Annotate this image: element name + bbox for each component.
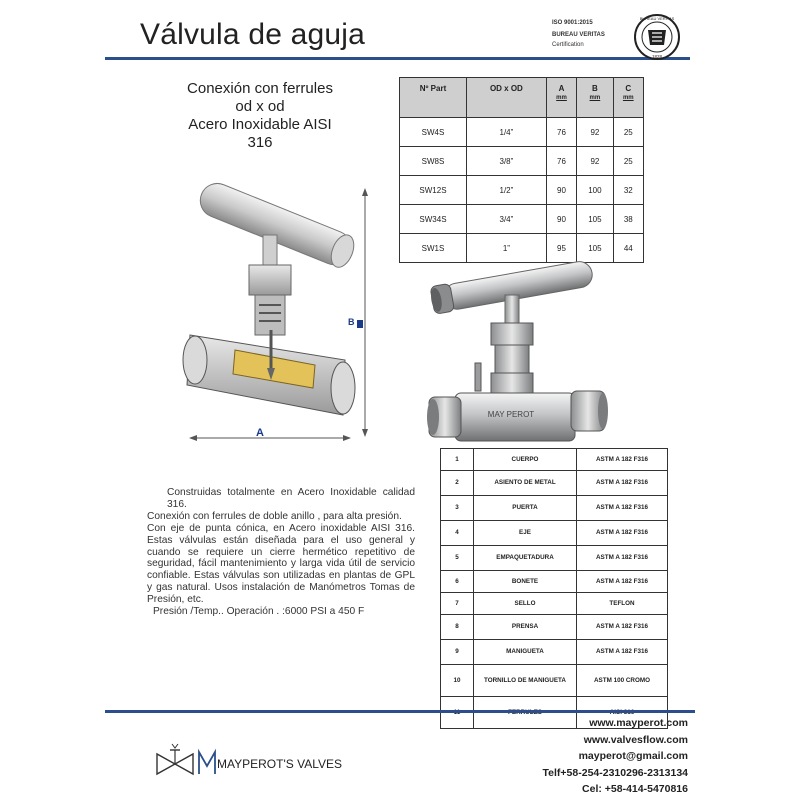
table-row <box>441 593 668 615</box>
cell-a: 90 <box>546 176 576 205</box>
cell-part: SW8S <box>400 147 467 176</box>
company-logo <box>155 740 355 780</box>
cell-c: 32 <box>613 176 643 205</box>
cell-od: 1/2” <box>466 176 546 205</box>
table-row <box>441 665 668 697</box>
product-description <box>147 487 415 618</box>
valve-product-photo <box>425 245 610 450</box>
cell-material: ASTM A 182 F316 <box>577 571 668 593</box>
heading-line-3: Acero Inoxidable AISI <box>188 116 332 133</box>
cell-b: 92 <box>577 147 613 176</box>
photo-brand-label: MAY PEROT <box>487 410 535 419</box>
cell-component: CUERPO <box>474 449 577 471</box>
cert-iso-label: ISO 9001:2015 <box>552 20 593 26</box>
connection-heading <box>150 80 370 152</box>
cell-material: ASTM A 182 F316 <box>577 546 668 571</box>
cell-component: TORNILLO DE MANIGUETA <box>474 665 577 697</box>
cell-item-no: 10 <box>441 665 474 697</box>
bureau-veritas-seal-icon <box>628 12 686 62</box>
cell-item-no: 2 <box>441 471 474 496</box>
cell-item-no: 6 <box>441 571 474 593</box>
cell-part: SW4S <box>400 118 467 147</box>
cell-part: SW1S <box>400 234 467 263</box>
cell-part: SW34S <box>400 205 467 234</box>
col-header-c: C mm <box>613 78 643 118</box>
cell-component: EMPAQUETADURA <box>474 546 577 571</box>
table-row <box>441 471 668 496</box>
website-link-2[interactable]: www.valvesflow.com <box>583 733 688 746</box>
heading-line-4: 316 <box>247 134 273 151</box>
svg-text:1828: 1828 <box>651 54 663 59</box>
cell-material: ASTM A 182 F316 <box>577 449 668 471</box>
cell-od: 3/4” <box>466 205 546 234</box>
table-row <box>441 640 668 665</box>
dimension-b-label: B <box>348 317 355 327</box>
cell-item-no: 1 <box>441 449 474 471</box>
cell-component: BONETE <box>474 571 577 593</box>
cell-item-no: 7 <box>441 593 474 615</box>
cell-c: 44 <box>613 234 643 263</box>
heading-line-1: Conexión con ferrules <box>187 80 333 97</box>
cell-a: 90 <box>546 205 576 234</box>
col-header-a: A mm <box>546 78 576 118</box>
cell-od: 1” <box>466 234 546 263</box>
table-row <box>441 521 668 546</box>
dimension-table-header-row <box>400 78 644 118</box>
logo-text: MAYPEROT'S VALVES <box>217 757 342 771</box>
cert-bureau-label: BUREAU VERITAS <box>552 32 605 38</box>
cell-item-no: 8 <box>441 615 474 640</box>
cell-item-no: 4 <box>441 521 474 546</box>
svg-text:BUREAU VERITAS: BUREAU VERITAS <box>639 16 675 21</box>
cell-a: 76 <box>546 147 576 176</box>
cell-material: ASTM A 182 F316 <box>577 471 668 496</box>
cell-material: ASTM A 182 F316 <box>577 496 668 521</box>
cell-material: TEFLON <box>577 593 668 615</box>
header-divider <box>105 57 690 60</box>
cell-od: 3/8” <box>466 147 546 176</box>
materials-table <box>440 448 668 729</box>
table-row <box>400 205 644 234</box>
cert-certification-label: Certification <box>552 42 584 48</box>
table-row <box>441 571 668 593</box>
valve-cutaway-drawing <box>175 180 375 445</box>
cell-item-no: 9 <box>441 640 474 665</box>
cell-item-no: 3 <box>441 496 474 521</box>
cell-c: 38 <box>613 205 643 234</box>
dimension-a-label: A <box>256 427 264 439</box>
cell-c: 25 <box>613 147 643 176</box>
cell-a: 95 <box>546 234 576 263</box>
table-row <box>400 118 644 147</box>
dimension-table <box>399 77 644 263</box>
cell-component: MANIGUETA <box>474 640 577 665</box>
col-header-b: B mm <box>577 78 613 118</box>
col-header-part: Nº Part <box>400 78 467 118</box>
cell-component: PUERTA <box>474 496 577 521</box>
cell-material: ASTM 100 CROMO <box>577 665 668 697</box>
description-paragraph: Conexión con ferrules de doble anillo , para alta presión. <box>147 510 402 522</box>
cell-item-no: 5 <box>441 546 474 571</box>
cell-material: ASTM A 182 F316 <box>577 615 668 640</box>
table-row <box>441 496 668 521</box>
cell-od: 1/4” <box>466 118 546 147</box>
description-paragraph: Construidas totalmente en Acero Inoxidable calidad 316. <box>167 487 415 510</box>
contact-info <box>543 715 688 798</box>
cell-b: 100 <box>577 176 613 205</box>
cell-material: ASTM A 182 F316 <box>577 640 668 665</box>
cell-component: PRENSA <box>474 615 577 640</box>
cell-b: 105 <box>577 205 613 234</box>
valve-logo-icon <box>155 740 217 780</box>
page-title: Válvula de aguja <box>140 18 366 51</box>
cell-component: SELLO <box>474 593 577 615</box>
footer-divider <box>105 710 695 713</box>
cell-c: 25 <box>613 118 643 147</box>
cell-b: 92 <box>577 118 613 147</box>
description-paragraph: Con eje de punta cónica, en Acero inoxidable AISI 316. Estas válvulas están diseñada para el uso general y cuando se requiere un cierre hermético repetitivo de seguridad, fácil mantenimiento y larga vida útil de servicio confiable. Estas válvulas son utilizadas en plantas de GPL y gas natural. Usos instalación de Manómetros Tomas de Presión, etc. <box>147 522 415 606</box>
cell-material: ASTM A 182 F316 <box>577 521 668 546</box>
operating-pressure-spec: Presión /Temp.. Operación . :6000 PSI a 450 F <box>153 606 365 618</box>
cell-component: ASIENTO DE METAL <box>474 471 577 496</box>
cell-component: EJE <box>474 521 577 546</box>
table-row <box>441 546 668 571</box>
cellphone: Cel: +58-414-5470816 <box>582 783 688 795</box>
email-link[interactable]: mayperot@gmail.com <box>578 750 688 762</box>
cell-part: SW12S <box>400 176 467 205</box>
col-header-od: OD x OD <box>466 78 546 118</box>
table-row <box>400 147 644 176</box>
certification-badge <box>552 14 692 59</box>
table-row <box>441 449 668 471</box>
table-row <box>441 615 668 640</box>
cell-b: 105 <box>577 234 613 263</box>
website-link-1[interactable]: www.mayperot.com <box>589 717 688 729</box>
heading-line-2: od x od <box>235 98 285 115</box>
telephone: Telf+58-254-2310296-2313134 <box>542 766 688 779</box>
cell-a: 76 <box>546 118 576 147</box>
table-row <box>400 176 644 205</box>
